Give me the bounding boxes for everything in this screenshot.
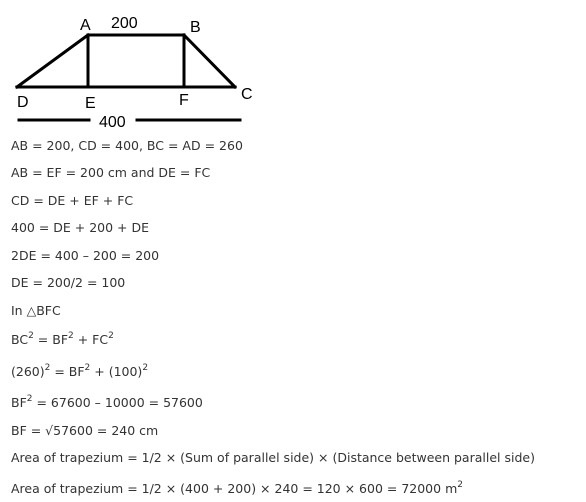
trapezium-figure — [0, 0, 270, 134]
vertex-label-e: E — [85, 95, 96, 112]
solution-line-12: Area of trapezium = 1/2 × (Sum of parallel side) × (Distance between parallel side) — [11, 450, 535, 465]
equation-part: = 67600 – 10000 = 57600 — [32, 395, 203, 410]
top-length-label: 200 — [111, 15, 138, 32]
equation-part: + FC — [73, 332, 109, 347]
bottom-length-label: 400 — [99, 114, 126, 131]
vertex-label-b: B — [190, 19, 201, 36]
solution-line-4: 400 = DE + 200 + DE — [11, 220, 150, 235]
solution-line-7: In △BFC — [11, 303, 61, 318]
vertex-label-c: C — [241, 86, 253, 103]
equation-part: BC — [11, 332, 29, 347]
exponent: 2 — [68, 330, 74, 341]
equation-part: BF — [11, 395, 27, 410]
solution-line-5: 2DE = 400 – 200 = 200 — [11, 248, 160, 263]
solution-line-6: DE = 200/2 = 100 — [11, 275, 126, 290]
solution-line-9 — [11, 364, 148, 380]
solution-line-2: AB = EF = 200 cm and DE = FC — [11, 165, 211, 180]
exponent: 2 — [84, 362, 91, 373]
equation-part: = BF — [33, 332, 69, 347]
exponent: 2 — [28, 330, 34, 341]
vertex-label-f: F — [179, 92, 189, 109]
exponent: 2 — [108, 330, 114, 341]
exponent: 2 — [142, 362, 149, 373]
equation-part: Area of trapezium = 1/2 × (400 + 200) × 240 = 120 × 600 = 72000 m — [11, 481, 458, 496]
segment-ad — [17, 35, 88, 87]
exponent: 2 — [44, 362, 51, 373]
vertex-label-d: D — [17, 94, 29, 111]
solution-line-13 — [11, 481, 463, 497]
equation-part: + (100) — [90, 364, 143, 379]
exponent: 2 — [26, 393, 33, 404]
solution-line-8 — [11, 332, 114, 348]
solution-line-10 — [11, 395, 203, 411]
vertex-label-a: A — [80, 17, 91, 34]
equation-part: (260) — [11, 364, 45, 379]
segment-bc — [184, 35, 235, 87]
solution-line-3: CD = DE + EF + FC — [11, 193, 134, 208]
exponent: 2 — [457, 479, 463, 490]
solution-line-1: AB = 200, CD = 400, BC = AD = 260 — [11, 138, 243, 153]
solution-line-11: BF = √57600 = 240 cm — [11, 423, 159, 438]
equation-part: = BF — [50, 364, 85, 379]
